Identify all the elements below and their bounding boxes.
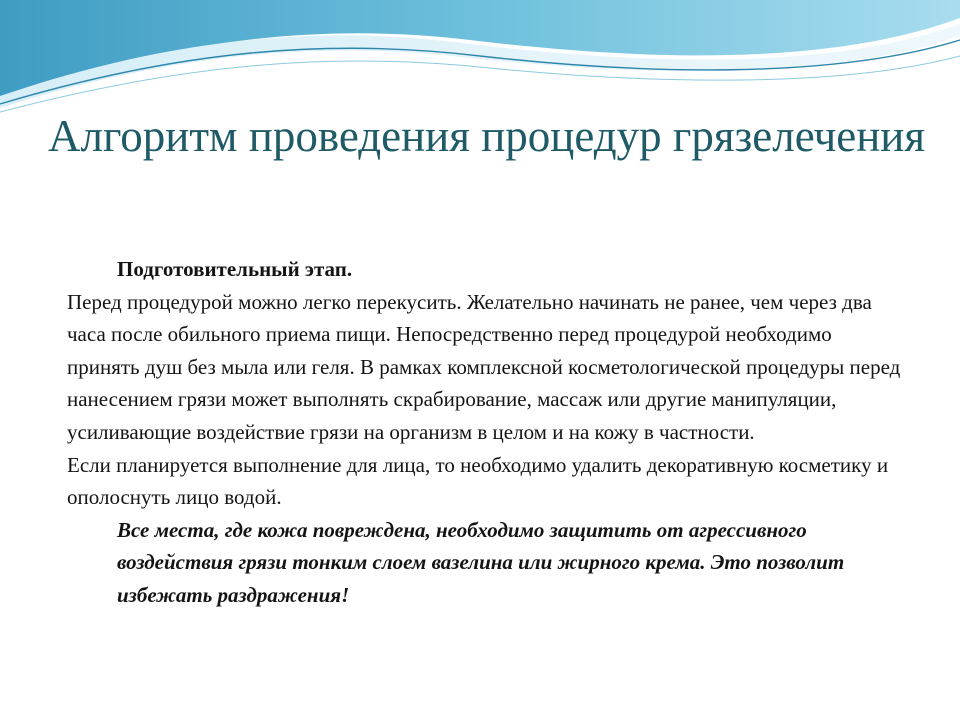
paragraph-face: Если планируется выполнение для лица, то необходимо удалить декоративную косметику и ополоснуть лицо водой. <box>67 452 889 510</box>
wave-decoration <box>0 0 960 120</box>
section-heading: Подготовительный этап. <box>117 257 353 281</box>
paragraph-preparation: Перед процедурой можно легко перекусить. Желательно начинать не ранее, чем через два часа после обильного приема пищи. Непосредственно перед процедурой необходимо принять душ без мыла или геля. В рамках комплексной косметологической процедуры перед нанесением грязи может выполнять скрабирование, массаж или другие манипуляции, усиливающие воздействие грязи на организм в целом и на кожу в частности. <box>67 289 901 444</box>
slide-body <box>67 253 907 612</box>
slide-title: Алгоритм проведения процедур грязелечения <box>48 111 926 161</box>
warning-note: Все места, где кожа повреждена, необходимо защитить от агрессивного воздействия грязи тонким слоем вазелина или жирного крема. Это позволит избежать раздражения! <box>117 517 845 607</box>
